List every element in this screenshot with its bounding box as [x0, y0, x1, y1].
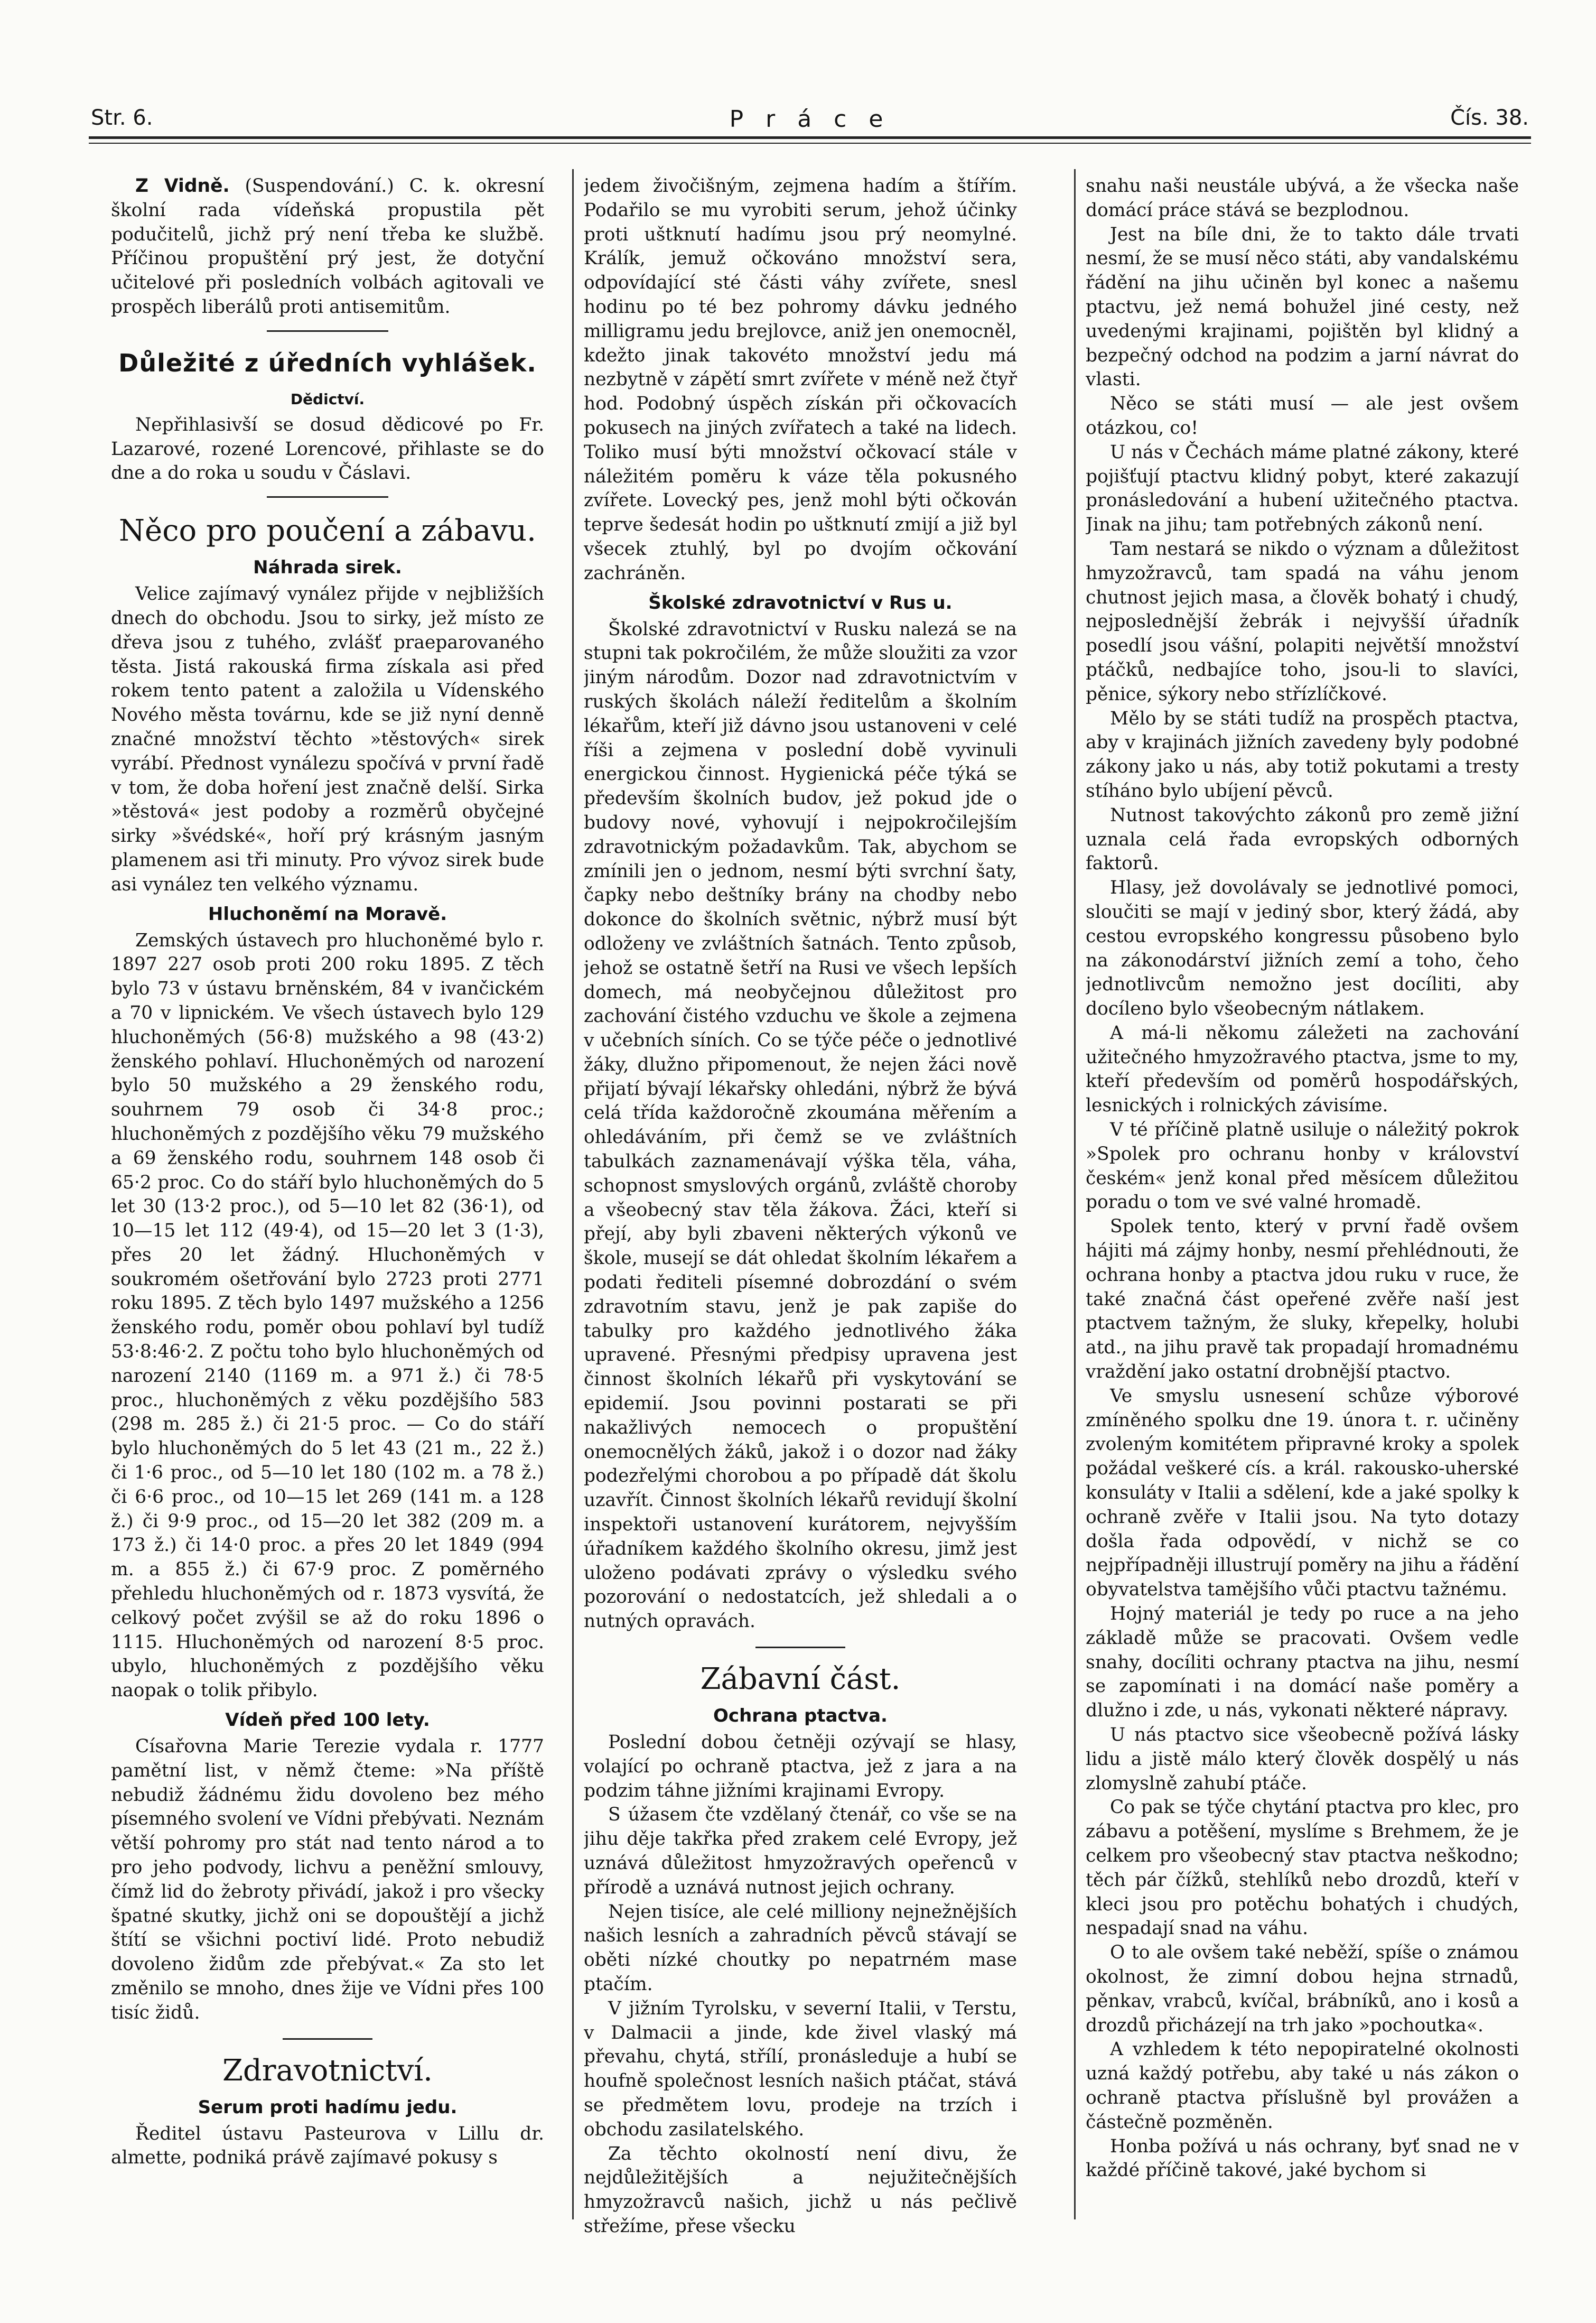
- column-divider: [572, 169, 574, 2219]
- paragraph: Poslední dobou četněji ozývají se hlasy, volající po ochraně ptactva, jež z jara a na podzim táhne jižními krajinami Evropy.: [584, 1732, 1017, 1801]
- article-vienna: [111, 174, 544, 320]
- article-lead: Z Vidně.: [135, 175, 230, 197]
- page-number: Str. 6.: [91, 106, 153, 130]
- subheading: Ochrana ptactva.: [713, 1705, 888, 1727]
- separator: [755, 1647, 845, 1648]
- paragraph: Školské zdravotnictví v Rusku nalezá se na stupni tak pokročilém, že může sloužiti za vzor jiným národům. Dozor nad zdravotnictvím v ruských školách náleží ředitelům a školním lékařům, kteří již dávno jsou ustanoveni v celé říši a zejmena v poslední době vyvinuli energickou činnost. Hygienická péče týká se především školních budov, jež pokud jde o budovy nové, vyhovují i nejpokročilejším zdravotnickým požadavkům. Tak, abychom se zmínili jen o jednom, nesmí býti svrchní šaty, čapky nebo deštníky brány na chodby nebo dokonce do školních světnic, nýbrž musí být odloženy ve zvláštních šatnách. Tento způsob, jehož se ostatně šetří na Rusi ve všech lepších domech, má neobyčejnou důležitost pro zachování čistého vzduchu ve škole a zejmena v učebních síních. Co se týče péče o jednotlivé žáky, dlužno připomenout, že nejen žáci nově přijatí bývají lékařsky ohledáni, nýbrž že bývá celá třída každoročně zkoumána měřením a ohledáváním, při čemž se ve zvláštních tabulkách zaznamenávají výška těla, váha, schopnost smyslových orgánů, zvláště choroby a všeobecný stav těla žákova. Žáci, kteří si přejí, aby byli zbaveni některých výkonů ve škole, musejí se dát ohledat školním lékařem a podati řediteli písemné dobrozdání o svém zdravotním stavu, jenž je pak zapiše do tabulky pro každého jednotlivého žáka upravené. Přesnými předpisy upravena jest činnost školních lékařů při vyskytování se epidemií. Jsou povinni postarati se při nakažlivých nemocech o propuštění onemocnělých žáků, jakož i o dozor nad žáky podezřelými chorobou a po případě dát školu uzavřít. Činnost školních lékařů revidují školní inspektoři ustanovení kurátorem, nejvyšším úřadníkem každého školního okresu, jimž jest uloženo podávati zprávy o výsledku svého pozorování o nedostatcích, jež shledali a o nutných opravách.: [584, 618, 1017, 1632]
- paragraph: Velice zajímavý vynález přijde v nejbližších dnech do obchodu. Jsou to sirky, jež místo ze dřeva jsou z tuhého, zvlášť praeparovaného těsta. Jistá rakouská firma získala asi před rokem tento patent a založila u Vídenského Nového města továrnu, kde se již nyní denně značné množství těchto »těstových« sirek vyrábí. Přednost vynálezu spočívá v první řadě v tom, že doba hoření jest značně delší. Sirka »těstová« jest podoby a rozměrů obyčejné sirky »švédské«, hoří prý krásným jasným plamenem asi tři minuty. Pro vývoz sirek bude asi vynález ten velkého významu.: [111, 583, 544, 895]
- paragraph: O to ale ovšem také neběží, spíše o známou okolnost, že zimní dobou hejna strnadů, pěnkav, vrabců, kvíčal, brábníků, ano i kosů a drozdů přicházejí na trh jako »pochoutka«.: [1086, 1942, 1519, 2036]
- paragraph: A má-li někomu záležeti na zachování užitečného hmyzožravého ptactva, jsme to my, kteří především od poměrů hospodářských, lesnických i rolnických závisíme.: [1086, 1022, 1519, 1117]
- paragraph: V té příčině platně usiluje o náležitý pokrok »Spolek pro ochranu honby v království českém« jenž konal před měsícem důležitou poradu o tom ve své valné hromadě.: [1086, 1119, 1519, 1213]
- separator: [283, 2038, 372, 2040]
- paragraph: Hojný materiál je tedy po ruce a na jeho základě může se pracovati. Ovšem vedle snahy, docíliti ochrany ptactva na jihu, nesmí se zapomínati i na domácí naše poměry a dlužno i zde, u nás, vykonati některé nápravy.: [1086, 1603, 1519, 1722]
- paragraph: Ve smyslu usnesení schůze výborové zmíněného spolku dne 19. února t. r. učiněny zvoleným komitétem připravné kroky a spolek požádal veškeré cís. a král. rakousko-uherské konsuláty v Italii a sdělení, kde a jaké spolky k ochraně zvěře v Italii jsou. Na tyto dotazy došla řada odpovědí, v nichž se co nejpřípadněji illustrují poměry na jihu a řádění obyvatelstva tamějšího vůči ptactvu tažnému.: [1086, 1385, 1519, 1601]
- issue-number: Čís. 38.: [1450, 106, 1529, 130]
- paragraph: Nutnost takovýchto zákonů pro země jižní uznala celá řada evropských odborných faktorů.: [1086, 804, 1519, 875]
- paragraph: jedem živočišným, zejmena hadím a štířím. Podařilo se mu vyrobiti serum, jehož účinky proti uštknutí hadímu jsou prý neomylné. Králík, jemuž očkováno množství sera, odpovídající sté části váhy zvířete, snesl hodinu po té bez pohromy dávku jedného milligramu jedu brejlovce, aniž jen onemocněl, kdežto jinak takovéto množství jedu má nezbytně v zápětí smrt zvířete v méně než čtyř hod. Podobný úspěch získán při očkovacích pokusech na jiných zvířatech a také na lidech. Toliko musí býti množství očkovací stále v náležitém poměru k váze těla pokusného zvířete. Lovecký pes, jenž mohl býti očkován teprve šedesát hodin po uštknutí zmijí a již byl všecek ztuhlý, byl po dvojím očkování zachráněn.: [584, 175, 1017, 584]
- header-rule-thin: [89, 143, 1531, 144]
- separator: [267, 330, 388, 332]
- paragraph: Co pak se týče chytání ptactva pro klec, pro zábavu a potěšení, myslíme s Brehmem, že je celkem pro všeobecný stav ptactva neškodno; těch pár čížků, stehlíků nebo drozdů, kteří v kleci jsou pro potěchu bohatých i chudých, nespadají snad na váhu.: [1086, 1797, 1519, 1939]
- column-1: [111, 174, 544, 2283]
- paragraph: U nás ptactvo sice všeobecně požívá lásky lidu a jistě málo který člověk dospělý u nás zlomyslně zahubí ptáče.: [1086, 1724, 1519, 1794]
- subheading: Náhrada sirek.: [253, 557, 402, 579]
- separator: [267, 496, 388, 498]
- paragraph: Za těchto okolností není divu, že nejdůležitějších a nejužitečnějších hmyzožravců našich, jichž u nás pečlivě střežíme, přese všecku: [584, 2143, 1017, 2237]
- paragraph: A vzhledem k této nepopiratelné okolnosti uzná každý potřebu, aby také u nás zákon o ochraně ptactva příslušně byl provážen a částečně pozměněn.: [1086, 2039, 1519, 2133]
- subheading: Vídeň před 100 lety.: [225, 1709, 430, 1731]
- paragraph: Nejen tisíce, ale celé milliony nejnežnějších našich lesních a zahradních pěvců stávají se oběti nízké choutky po nepatrném mase ptačím.: [584, 1901, 1017, 1995]
- column-3: [1086, 174, 1519, 2283]
- paragraph: Zemských ústavech pro hluchoněmé bylo r. 1897 227 osob proti 200 roku 1895. Z těch bylo 73 v ústavu brněnském, 84 v ivančickém a 70 v lipnickém. Ve všech ústavech bylo 129 hluchoněmých (56·8) mužského a 98 (43·2) ženského pohlaví. Hluchoněmých od narození bylo 50 mužského a 29 ženského rodu, souhrnem 79 osob či 34·8 proc.; hluchoněmých z pozdějšího věku 79 mužského a 69 ženského rodu, souhrnem 148 osob či 65·2 proc. Co do stáří bylo hluchoněmých do 5 let 30 (13·2 proc.), od 5—10 let 82 (36·1), od 10—15 let 112 (49·4), od 15—20 let 3 (1·3), přes 20 let žádný. Hluchoněmých v soukromém ošetřování bylo 2723 proti 2771 roku 1895. Z těch bylo 1497 mužského a 1256 ženského rodu, poměr obou pohlaví byl tudíž 53·8:46·2. Z počtu toho bylo hluchoněmých od narození 2140 (1169 m. a 971 ž.) či 78·5 proc., hluchoněmých z věku pozdějšího 583 (298 m. 285 ž.) či 21·5 proc. — Co do stáří bylo hluchoněmých do 5 let 43 (21 m., 22 ž.) či 1·6 proc., od 5—10 let 180 (102 m. a 78 ž.) či 6·6 proc., od 10—15 let 269 (141 m. a 128 ž.) či 9·9 proc., od 15—20 let 382 (209 m. a 173 ž.) či 14·0 proc. a přes 20 let 1849 (994 m. a 855 ž.) či 67·9 proc. Z poměrného přehledu hluchoněmých od r. 1873 vysvítá, že celkový počet zvýšil se až do roku 1896 o 1115. Hluchoněmých od narození 8·5 proc. ubylo, hluchoněmých z pozdějšího věku naopak o tolik přibylo.: [111, 930, 544, 1702]
- paragraph: Císařovna Marie Terezie vydala r. 1777 pamětní list, v němž čteme: »Na příště nebudiž žádnému židu dovoleno bez mého písemného svolení ve Vídni přebývati. Neznám větší pohromy pro stát nad tento národ a to pro jeho podvody, lichvu a peněžní smlouvy, čímž lid do žebroty přivádí, jakož i pro všecky špatné skutky, jichž oni se dopouštějí a jichž štítí se všichni poctiví lidé. Proto nebudiž dovoleno židům zde přebývat.« Za sto let změnilo se mnoho, dnes žije ve Vídni přes 100 tisíc židů.: [111, 1736, 544, 2023]
- paragraph: Tam nestará se nikdo o význam a důležitost hmyzožravců, tam spadá na váhu jenom chutnost jejich masa, a člověk bohatý i chudý, nejposlednější žebrák i nejvyšší úřadník posedlí jsou vášní, polapiti největší množství ptáčků, nedbajíce toho, jsou-li to slavíci, pěnice, sýkory nebo střízlíčkové.: [1086, 538, 1519, 705]
- paragraph: Hlasy, jež dovolávaly se jednotlivé pomoci, sloučiti se mají v jediný sbor, který žádá, aby cestou evropského kongressu působeno bylo na zákonodárství jižních zemí a toho, čeho jednotlivcům nemožno jest docíliti, aby docíleno bylo všeobecným nátlakem.: [1086, 877, 1519, 1020]
- column-2: [584, 174, 1017, 2283]
- section-heading: Zábavní část.: [700, 1662, 901, 1697]
- subheading: Školské zdravotnictví v Rus u.: [648, 592, 953, 614]
- paragraph: Něco se státi musí — ale jest ovšem otázkou, co!: [1086, 393, 1519, 439]
- paragraph: Jest na bíle dni, že to takto dále trvati nesmí, že se musí něco státi, aby vandalskému řádění na jihu učiněn byl konec a našemu ptactvu, jež nemá bohužel jiné cesty, než uvedenými krajinami, pojištěn byl klidný a bezpečný odchod na podzim a jarní návrat do vlasti.: [1086, 224, 1519, 391]
- paragraph: Honba požívá u nás ochrany, byť snad ne v každé příčině takové, jaké bychom si: [1086, 2135, 1519, 2181]
- column-divider: [1074, 169, 1076, 2219]
- subheading: Dědictví.: [290, 390, 365, 408]
- paragraph: Spolek tento, který v první řadě ovšem hájiti má zájmy honby, nesmí přehlédnouti, že ochrana honby a ptactva jdou ruku v ruce, že také značná část opeřené zvěře naší jest ptactvem tažným, že sluky, křepelky, holubi atd., na jihu pravě tak propadají hromadnému vraždění jako ostatní drobnější ptactvo.: [1086, 1216, 1519, 1383]
- header-rule: [89, 136, 1531, 139]
- subheading: Serum proti hadímu jedu.: [198, 2096, 458, 2118]
- paragraph: U nás v Čechách máme platné zákony, které pojišťují ptactvu klidný pobyt, které zakazují pronásledování a hubení užitečného ptactva. Jinak na jihu; tam potřebných zákonů není.: [1086, 441, 1519, 536]
- paragraph: Mělo by se státi tudíž na prospěch ptactva, aby v krajinách jižních zavedeny byly podobné zákony jako u nás, aby totiž pokutami a tresty stíháno bylo ubíjení pěvců.: [1086, 708, 1519, 802]
- subheading: Hluchoněmí na Moravě.: [208, 903, 447, 925]
- paragraph: Nepřihlasivší se dosud dědicové po Fr. Lazarové, rozené Lorencové, přihlaste se do dne a do roka u soudu v Čáslavi.: [111, 414, 544, 484]
- paragraph: snahu naši neustále ubývá, a že všecka naše domácí práce stává se bezplodnou.: [1086, 175, 1519, 221]
- paragraph: S úžasem čte vzdělaný čtenář, co vše se na jihu děje takřka před zrakem celé Evropy, jež uznává důležitost hmyzožravých opeřenců v přírodě a uznává nutnost jejich ochrany.: [584, 1804, 1017, 1898]
- section-heading: Důležité z úředních vyhlášek.: [118, 348, 537, 377]
- section-heading: Něco pro poučení a zábavu.: [119, 514, 536, 549]
- masthead-title: P r á c e: [729, 106, 891, 133]
- paragraph: V jižním Tyrolsku, v severní Italii, v Terstu, v Dalmacii a jinde, kde živel vlaský má převahu, chytá, střílí, pronásleduje a hubí se houfně společnost lesních našich ptáčat, stává se předmětem lovu, prodeje na trzích i obchodu zasilatelského.: [584, 1997, 1017, 2140]
- article-text: (Suspendování.) C. k. okresní školní rada vídeňská propustila pět podučitelů, jichž prý není třeba ke službě. Příčinou propuštění prý jest, že dotyční učitelové při posledních volbách agitovali ve prospěch liberálů proti antisemitům.: [111, 175, 544, 318]
- paragraph: Ředitel ústavu Pasteurova v Lillu dr. almette, podniká právě zajímavé pokusy s: [111, 2123, 544, 2169]
- section-heading: Zdravotnictví.: [222, 2053, 433, 2088]
